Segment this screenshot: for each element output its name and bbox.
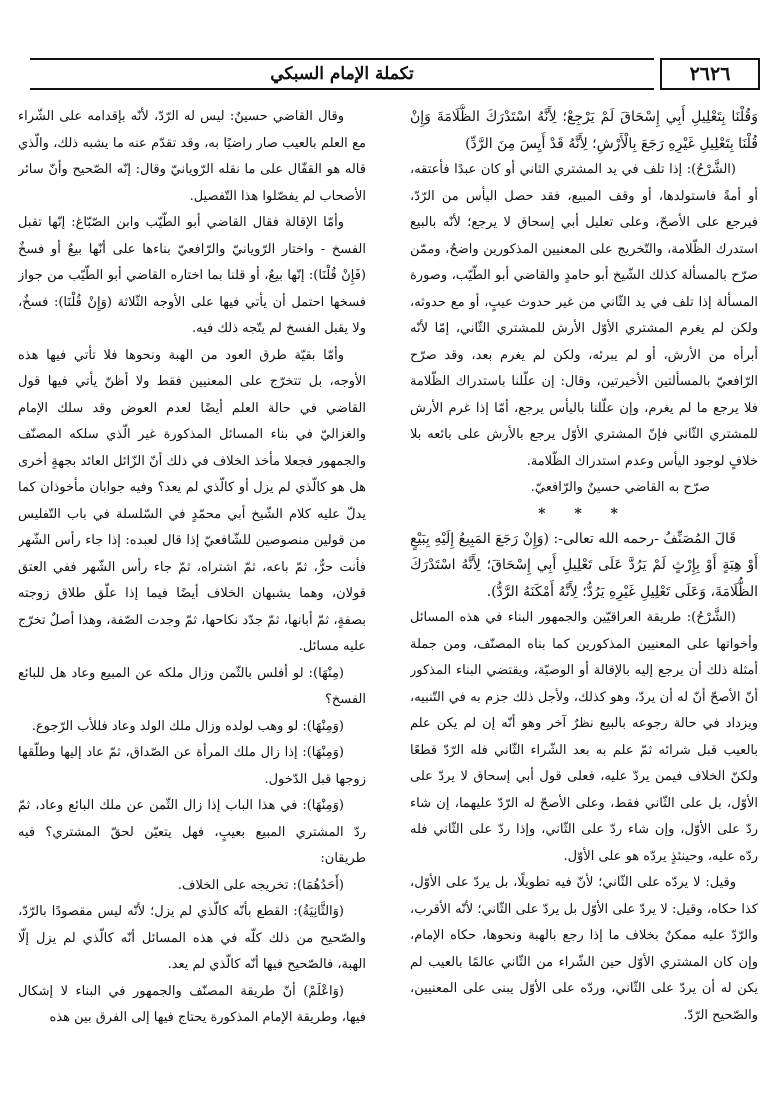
paragraph: (وَمِنْهَا): في هذا الباب إذا زال الثّمن عن ملك البائع وعاد، ثمّ ردّ المشتري المبيع بعيبٍ، فهل يتعيّن لحقّ المشتري؟ فيه طريقان: bbox=[18, 798, 366, 866]
paragraph: (وَاعْلَمْ) أنّ طريقة المصنّف والجمهور في البناء لا إشكال فيها، وطريقة الإمام المذكورة يحتاج فيها إلى الفرق بين هذه bbox=[18, 983, 366, 1025]
paragraph: (مِنْهَا): لو أفلس بالثّمن وزال ملكه عن المبيع وعاد هل للبائع الفسخ؟ bbox=[18, 665, 366, 707]
attribution-line: صرّح به القاضي حسينٌ والرّافعيّ. bbox=[530, 480, 710, 495]
paragraph: (الشَّرْحُ): طريقة العراقيّين والجمهور البناء في هذه المسائل وأخواتها على المعنيين المذكورين كما بناه المصنّف، ومن جملة أمثلة ذلك أن يرجع إليه بالإقالة أو الوصيّة، ويقتضي البناء المذكور أنّ الأصحّ أنّ له أن يردّ، وهو كذلك، ولأجل ذلك جزم به في التّنبيه، ويزداد في حالة رجوعه بالبيع نظرٌ آخر وهو أنّه إن لم يكن علم بالعيب قبل شرائه ثمّ علم به بعد الشّراء الثّاني فله الرّدّ قطعًا ولكنّ الخلاف فيمن يردّ عليه، فعلى قول أبي إسحاق لا يردّ على الأوّل، بل على الثّاني فقط، وعلى الأصحّ له الرّدّ عليهما، إن شاء ردّ على الأوّل، وإن شاء ردّ على الثّاني، وإذا ردّ على الثّاني فله ردّه عليه، وحينئذٍ يردّه هو على الأوّل. bbox=[410, 610, 758, 864]
paragraph: وقال القاضي حسينٌ: ليس له الرّدّ، لأنّه بإقدامه على الشّراء مع العلم بالعيب صار راضيًا به، وقد تقدّم عنه ما يشبه ذلك، والّذي قاله هو القفّال على ما نقله الرّويانيّ وقال: إنّه الصّحيح وأنّ سائر الأصحاب لم يفصّلوا هذا التّفصيل. bbox=[18, 109, 366, 204]
paragraph: (أَحَدُهُمَا): تخريجه على الخلاف. bbox=[177, 877, 344, 893]
paragraph: وَقُلْنَا بِتَعْلِيلِ أَبِي إِسْحَاقَ لَمْ يَرْجِعْ؛ لِأَنَّهُ اسْتَدْرَكَ الظُّلَامَةَ وَإِنْ قُلْنَا بِتَعْلِيلِ غَيْرِهِ رَجَعَ بِالْأَرْشِ؛ لِأَنَّهُ قَدْ أَيِسَ مِنَ الرَّدِّ) bbox=[410, 109, 758, 152]
paragraph: (وَمِنْهَا): لو وهب لولده وزال ملك الولد وعاد فللأب الرّجوع. bbox=[31, 718, 344, 734]
page-header bbox=[30, 58, 760, 90]
left-column bbox=[18, 104, 366, 1089]
paragraph: وأمّا الإقالة فقال القاضي أبو الطّيّب وابن الصّبّاغ: إنّها تقبل الفسخ - واختار الرّويانيّ والرّافعيّ بناءها على أنّها بيعٌ أو فسخٌ (فَإِنْ قُلْنَا): إنّها بيعٌ، أو قلنا بما اختاره القاضي أبو الطّيّب من جواز فسخها احتمل أن يأتي فيها على الأوجه الثّلاثة (وَإِنْ قُلْنَا): فسخٌ، ولا يقبل الفسخ لم يتّجه ذلك فيه. bbox=[18, 215, 366, 336]
right-column bbox=[410, 104, 758, 1089]
author-text: قَالَ المُصَنِّفُ -رحمه الله تعالى-: (وَإِنْ رَجَعَ المَبِيعُ إِلَيْهِ بِبَيْعٍ أَوْ هِبَةٍ أَوْ بِإِرْثٍ لَمْ يَرُدَّ عَلَى تَعْلِيلِ أَبِي إِسْحَاقَ؛ لِأَنَّهُ اسْتَدْرَكَ الظُّلَامَةَ، وَعَلَى تَعْلِيلِ غَيْرِهِ يَرُدُّ؛ لِأَنَّهُ أَمْكَنَهُ الرَّدُّ). bbox=[410, 530, 758, 600]
paragraph: (وَالثَّانِيَةُ): القطع بأنّه كالّذي لم يزل؛ لأنّه ليس مقصودًا بالرّدّ، والصّحيح من ذلك كلّه في هذه المسائل أنّه كالّذي لم يزل إلّا الهبة، فالصّحيح فيها أنّه كالّذي لم يعد. bbox=[18, 904, 366, 972]
paragraph: وقيل: لا يردّه على الثّاني؛ لأنّ فيه تطويلًا، بل يردّ على الأوّل، كذا حكاه، وقيل: لا يردّ على الأوّل بل يردّ على الثّاني؛ لأنّه الأقرب، والرّدّ عليه ممكنٌ بخلاف ما إذا رجع بالهبة ونحوها، حكاه الإمام، وإن كان المشتري الأوّل حين الشّراء من الثّاني عالمًا بالعيب لم يكن له أن يردّ على الثّاني، وردّه على الأوّل يبنى على المعنيين، والصّحيح الرّدّ. bbox=[410, 875, 758, 1023]
section-divider-stars: * * * bbox=[538, 505, 630, 522]
book-title: تكملة الإمام السبكي bbox=[30, 58, 654, 90]
paragraph: وأمّا بقيّة طرق العود من الهبة ونحوها فلا تأتي فيها هذه الأوجه، بل تتخرّج على المعنيين فقط ولا أظنّ يأتي فيها قول القاضي في حالة العلم أيضًا لعدم العوض وقد سلك الإمام والغزاليّ في بناء المسائل المذكورة غير الّذي سلكه المصنّف والجمهور فجعلا مأخذ الخلاف في ذلك أنّ الزّائل العائد بجهةٍ أخرى هل هو كالّذي لم يزل أو كالّذي لم يعد؟ وفيه جوابان مأخوذان كما يدلّ عليه كلام الشّيخ أبي محمّدٍ في السّلسلة في باب التّفليس من قولين منصوصين للشّافعيّ إذا قال لعبده: إذا جاء رأس الشّهر فأنت حرٌّ، ثمّ باعه، ثمّ اشتراه، ثمّ جاء رأس الشّهر ففي العتق قولان، وهما يشبهان الخلاف أيضًا فيما إذا علّق طلاق زوجته بصفةٍ، ثمّ أبانها، ثمّ جدّد نكاحها، ثمّ وجدت الصّفة، وهذا أصلٌ تخرّج عليه مسائل. bbox=[18, 347, 366, 654]
page-number: ٢٦٢٦ bbox=[660, 58, 760, 90]
paragraph: (وَمِنْهَا): إذا زال ملك المرأة عن الصّداق، ثمّ عاد إليها وطلّقها زوجها قبل الدّخول. bbox=[18, 745, 366, 787]
paragraph: (الشَّرْحُ): إذا تلف في يد المشتري الثاني أو كان عبدًا فأعتقه، أو أمةً فاستولدها، أو وقف المبيع، فقد حصل اليأس من الرّدّ، فيرجع على الأصحّ، وعلى تعليل أبي إسحاق لا يرجع؛ لأنّه بالبيع استدرك الظّلامة، والتّخريج على المعنيين المذكورين واضحٌ، وممّن صرّح بالمسألة كذلك الشّيخ أبو حامدٍ والقاضي أبو الطّيّب، وصورة المسألة إذا تلف في يد الثّاني من غير حدوث عيبٍ، أو مع حدوثه، ولكن لم يغرم المشتري الأوّل الأرش للمشتري الثّاني، إمّا لأنّه أبرأه من الأرش، أو لم يبرئه، ولكن لم يغرم بعد، وقد صرّح الرّافعيّ بالمسألتين الأخيرتين، وقال: إن علّلنا باستدراك الظّلامة فلا يرجع ما لم يغرم، وإن علّلنا باليأس يرجع، أمّا إذا غرم الأرش للمشتري الثّاني فإنّ المشتري الأوّل يرجع بالأرش على بائعه بلا خلافٍ لوجود اليأس وعدم استدراك الظّلامة. bbox=[410, 162, 758, 469]
